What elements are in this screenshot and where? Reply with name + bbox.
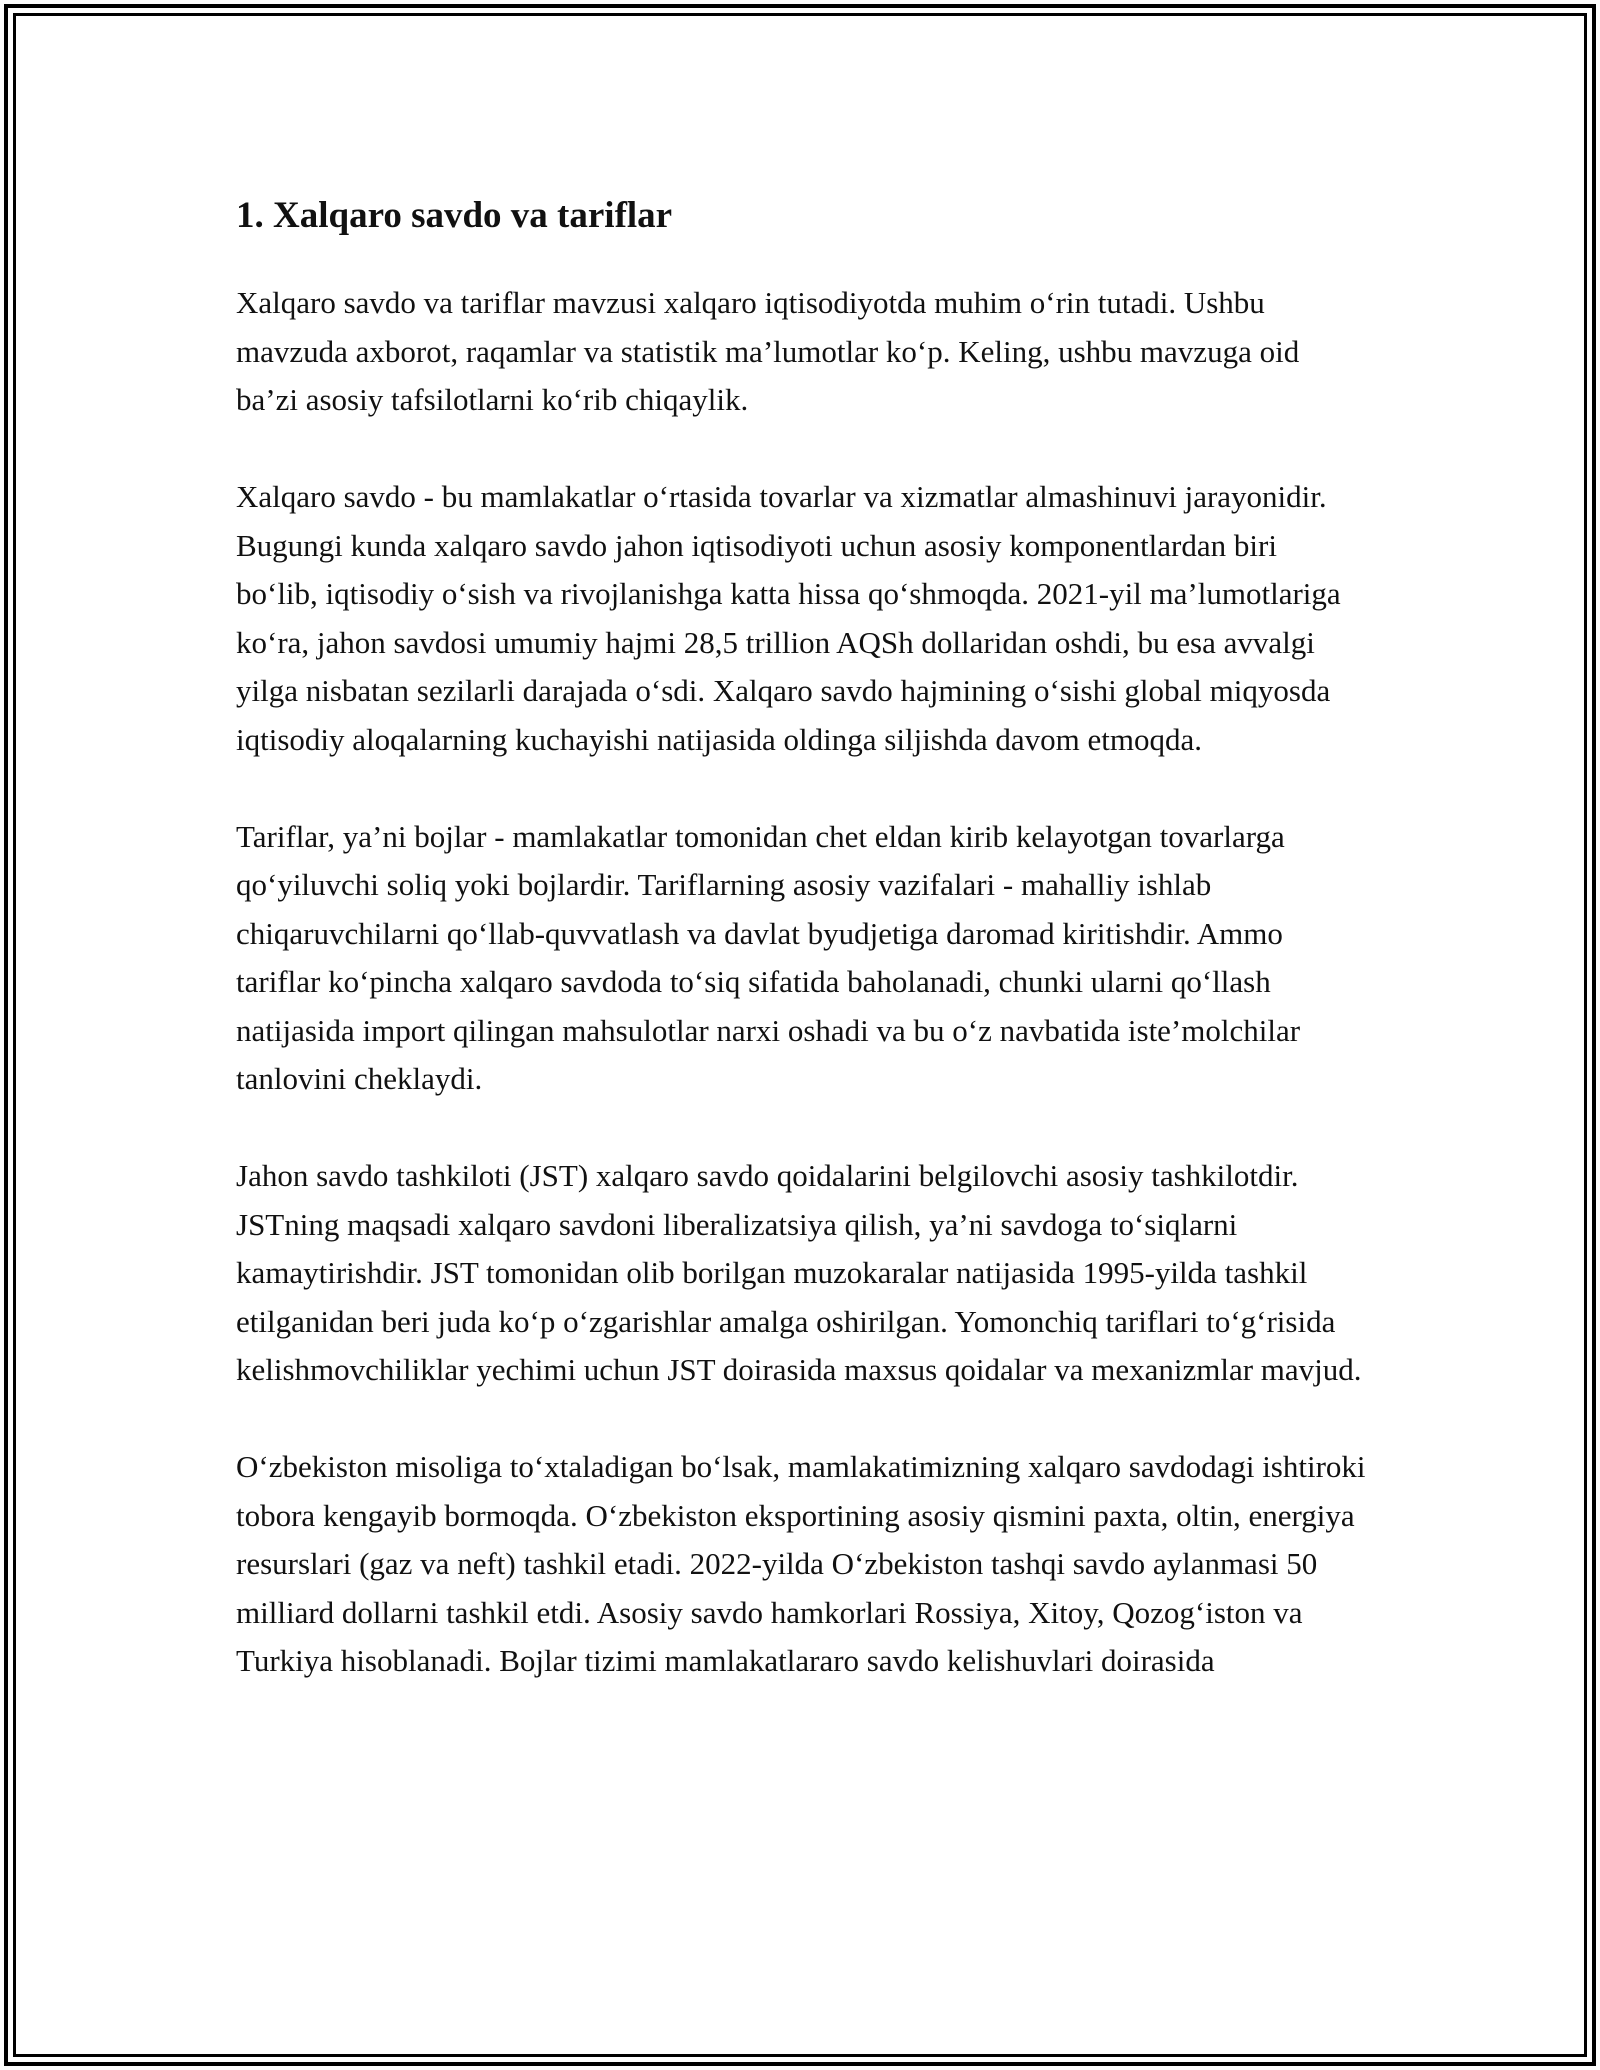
- paragraph-tariffs: Tariflar, ya’ni bojlar - mamlakatlar tomonidan chet eldan kirib kelayotgan tovarlarga qo‘yiluvchi soliq yoki bojlardir. Tariflarning asosiy vazifalari - mahalliy ishlab chiqaruvchilarni qo‘llab-quvvatlash va davlat byudjetiga daromad kiritishdir. Ammo tariflar ko‘pincha xalqaro savdoda to‘siq sifatida baholanadi, chunki ularni qo‘llash natijasida import qilingan mahsulotlar narxi oshadi va bu o‘z navbatida iste’molchilar tanlovini cheklaydi.: [236, 818, 1301, 1096]
- paragraph-international-trade: Xalqaro savdo - bu mamlakatlar o‘rtasida tovarlar va xizmatlar almashinuvi jarayonidir. Bugungi kunda xalqaro savdo jahon iqtisodiyoti uchun asosiy komponentlardan biri bo‘lib, iqtisodiy o‘sish va rivojlanishga katta hissa qo‘shmoqda. 2021-yil ma’lumotlariga ko‘ra, jahon savdosi umumiy hajmi 28,5 trillion AQSh dollaridan oshdi, bu esa avvalgi yilga nisbatan sezilarli darajada o‘sdi. Xalqaro savdo hajmining o‘sishi global miqyosda iqtisodiy aloqalarning kuchayishi natijasida oldinga siljishda davom etmoqda.: [236, 479, 1341, 757]
- paragraph-uzbekistan: O‘zbekiston misoliga to‘xtaladigan bo‘lsak, mamlakatimizning xalqaro savdodagi ishtiroki tobora kengayib bormoqda. O‘zbekiston eksportining asosiy qismini paxta, oltin, energiya resurslari (gaz va neft) tashkil etadi. 2022-yilda O‘zbekiston tashqi savdo aylanmasi 50 milliard dollarni tashkil etdi. Asosiy savdo hamkorlari Rossiya, Xitoy, Qozog‘iston va Turkiya hisoblanadi. Bojlar tizimi mamlakatlararo savdo kelishuvlari doirasida: [236, 1449, 1366, 1678]
- section-heading: 1. Xalqaro savdo va tariflar: [236, 195, 673, 236]
- paragraph-intro: Xalqaro savdo va tariflar mavzusi xalqaro iqtisodiyotda muhim o‘rin tutadi. Ushbu mavzuda axborot, raqamlar va statistik ma’lumotlar ko‘p. Keling, ushbu mavzuga oid ba’zi asosiy tafsilotlarni ko‘rib chiqaylik.: [236, 285, 1300, 417]
- document-body: [236, 186, 1366, 1734]
- paragraph-wto: Jahon savdo tashkiloti (JST) xalqaro savdo qoidalarini belgilovchi asosiy tashkilotdir. JSTning maqsadi xalqaro savdoni liberalizatsiya qilish, ya’ni savdoga to‘siqlarni kamaytirishdir. JST tomonidan olib borilgan muzokaralar natijasida 1995-yilda tashkil etilganidan beri juda ko‘p o‘zgarishlar amalga oshirilgan. Yomonchiq tariflari to‘g‘risida kelishmovchiliklar yechimi uchun JST doirasida maxsus qoidalar va mexanizmlar mavjud.: [236, 1158, 1362, 1387]
